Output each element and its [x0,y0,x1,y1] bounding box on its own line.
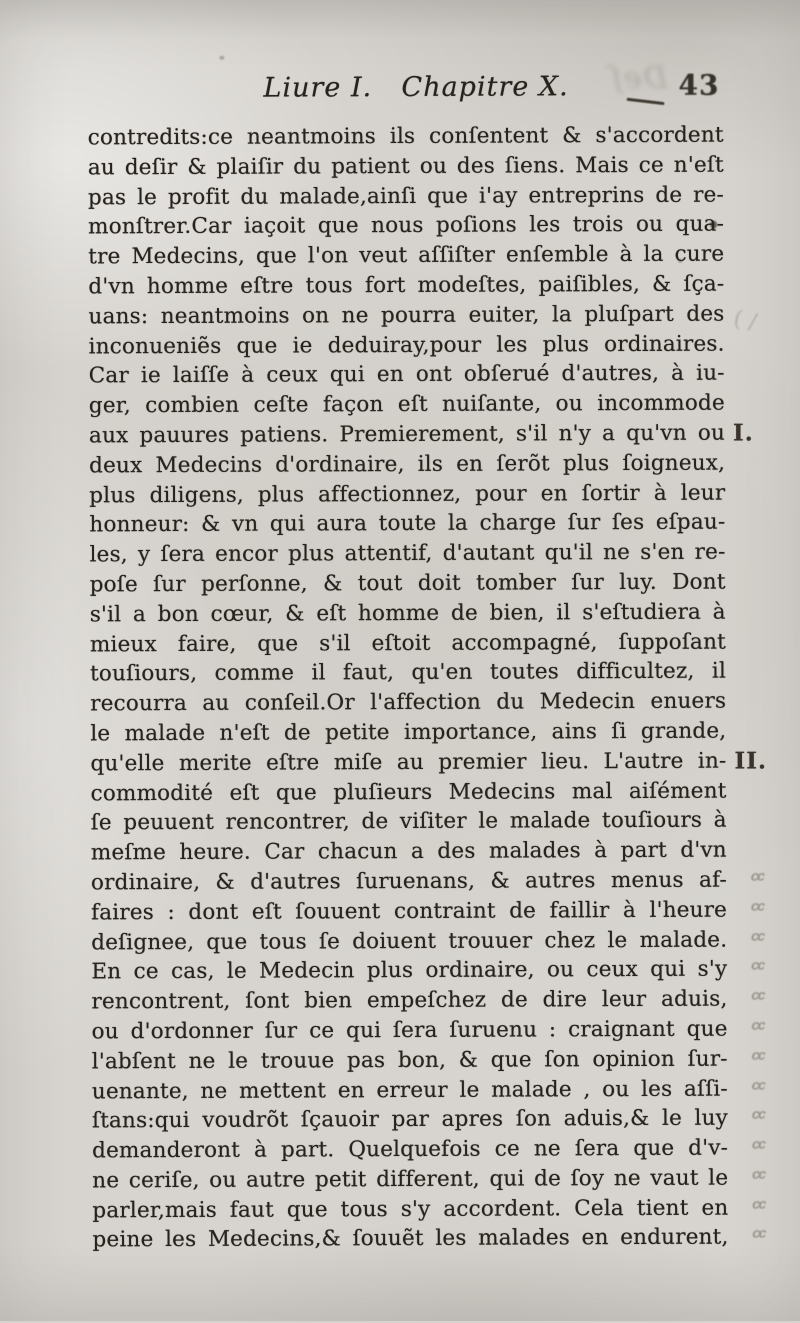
text-line: En ce cas, le Medecin plus ordinaire, ou ceux qui s'y cc [91,956,764,985]
text-line: meſme heure. Car chacun a des malades à part d'vn [90,837,727,866]
text-line: d'vn homme eſtre tous fort modeſtes, paiſibles, & ſça- [88,271,725,300]
margin-note: I. [732,419,754,447]
text-line: ſe peuuent rencontrer, de viſiter le malade touſiours à [90,807,727,836]
text-line: les, y ſera encor plus attentif, d'autant qu'il ne s'en re- [89,539,726,568]
bleedthrough-mark: ( / [731,306,759,336]
text-line: touſiours, comme il faut, qu'en toutes difficultez, il [90,658,727,687]
margin-quote-mark: cc [752,1137,765,1153]
page-number: 43 [678,68,720,102]
text-line: monſtrer.Car iaçoit que nous poſions les trois ou qua- [88,211,725,240]
header-dash-mark [627,98,665,105]
text-line: qu'elle merite eſtre miſe au premier lieu. L'autre in- II. [90,747,768,777]
text-line: le malade n'eſt de petite importance, ains ſi grande, [90,718,727,747]
margin-quote-mark: cc [751,1048,765,1064]
text-line: parler,mais faut que tous s'y accordent. Cela tient en cc [92,1195,765,1224]
text-line: ne ceriſe, ou autre petit different, qui de ſoy ne vaut le cc [92,1165,765,1194]
text-line: peine les Medecins,& ſouuẽt les malades en endurent, cc [92,1225,766,1253]
text-line: plus diligens, plus affectionnez, pour en ſortir à leur [89,480,726,508]
margin-quote-mark: cc [751,928,764,944]
text-line: ou d'ordonner ſur ce qui ſera ſuruenu : craignant que cc [91,1016,765,1045]
text-line: Car ie laiſſe à ceux qui en ont obſerué d'autres, à iu- [88,360,725,389]
margin-quote-mark: cc [752,1197,765,1213]
text-line: recourra au conſeil.Or l'affection du Medecin enuers [90,688,727,717]
text-line: l'abſent ne le trouue pas bon, & que ſon opinion ſur- cc [91,1046,765,1075]
text-line: faires : dont eſt ſouuent contraint de faillir à l'heure cc [91,897,764,926]
text-line: ger, combien ceſte façon eſt nuiſante, ou incommode [88,390,725,419]
text-line: ſtans:qui voudrõt ſçauoir par apres ſon aduis,& le luy cc [91,1105,765,1134]
margin-quote-mark: cc [751,988,765,1004]
body-text-block [87,121,768,1256]
margin-quote-mark: cc [752,1226,766,1242]
text-line: inconueniẽs que ie deduiray,pour les plus ordinaires. [88,331,725,359]
text-line: ordinaire, & d'autres ſuruenans, & autres menus af- cc [90,867,764,896]
text-line: uenante, ne mettent en erreur le malade , ou les aſſi- cc [91,1076,765,1104]
margin-quote-mark: cc [751,958,764,974]
text-line: mieux faire, que s'il eſtoit accompagné, ſuppoſant [89,629,726,657]
text-line: aux pauures patiens. Premierement, s'il n'y a qu'vn ou I. [88,419,754,449]
margin-quote-mark: cc [752,1167,765,1183]
text-line: poſe ſur perſonne, & tout doit tomber ſur luy. Dont [89,569,726,598]
text-line: au deſir & plaiſir du patient ou des ſiens. Mais ce n'eſt [87,152,724,181]
margin-quote-mark: cc [751,1018,765,1034]
running-header-chapter: Chapitre X. [401,71,569,103]
text-line: contredits:ce neantmoins ils conſentent & s'accordent [87,122,724,151]
running-header-book: Liure I. [263,72,373,104]
text-line: uans: neantmoins on ne pourra euiter, la pluſpart des [88,301,725,330]
ink-speck [219,56,224,60]
text-line: deſignee, que tous ſe doiuent trouuer chez le malade. cc [91,927,764,955]
text-line: honneur: & vn qui aura toute la charge ſur ſes eſpau- [89,509,726,538]
text-line: demanderont à part. Quelquefois ce ne ſera que d'v- cc [92,1135,765,1164]
text-line: pas le profit du malade,ainſi que i'ay entreprins de re- [87,182,725,210]
text-line: commodité eſt que pluſieurs Medecins mal aiſément [90,778,727,806]
margin-quote-mark: cc [751,899,764,915]
text-line: tre Medecins, que l'on veut aſſiſter enſemble à la cure [88,241,725,270]
margin-quote-mark: cc [751,1107,765,1123]
margin-quote-mark: cc [750,869,764,885]
text-line: deux Medecins d'ordinaire, ils en ſerõt plus ſoigneux, [89,450,726,479]
bleedthrough-text: Deſ [608,60,668,97]
text-line: rencontrent, ſont bien empeſchez de dire leur aduis, cc [91,986,765,1015]
margin-note: II. [734,747,768,775]
margin-quote-mark: cc [751,1077,765,1093]
text-line: s'il a bon cœur, & eſt homme de bien, il s'eſtudiera à [89,599,726,628]
